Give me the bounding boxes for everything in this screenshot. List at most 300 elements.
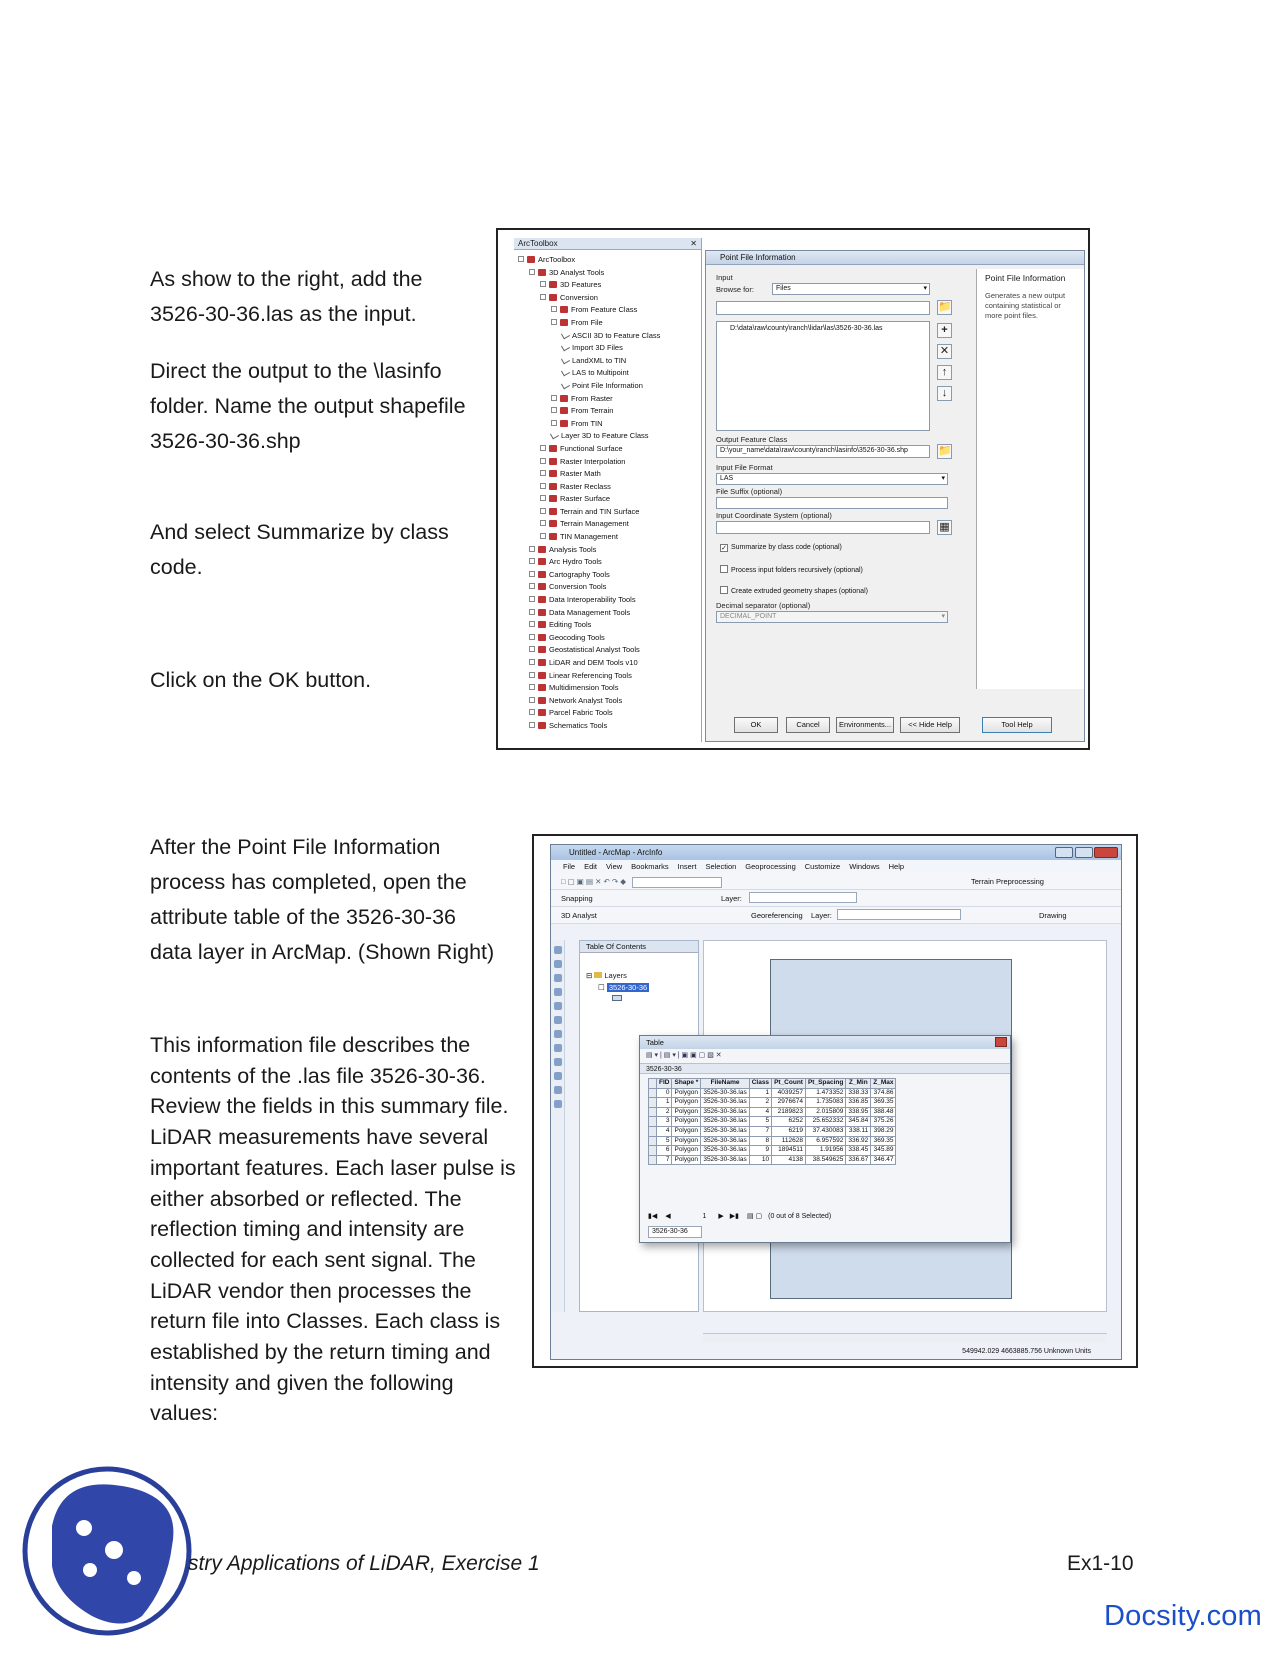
table-titlebar (640, 1036, 1010, 1049)
folder-icon (594, 972, 602, 978)
measure-icon[interactable] (554, 1086, 562, 1094)
decimal-select[interactable] (716, 611, 948, 623)
menu-item[interactable]: Help (888, 862, 905, 871)
tool-help-button[interactable]: Tool Help (982, 717, 1052, 733)
expand-icon[interactable] (529, 672, 535, 678)
scale-select[interactable] (632, 877, 722, 888)
table-tab[interactable]: 3526-30-36 (648, 1226, 702, 1238)
toolbox-item-label: Functional Surface (560, 443, 623, 453)
toolbox-item[interactable] (514, 405, 660, 418)
toolbox-item-label: Raster Reclass (560, 481, 611, 491)
summarize-checkbox[interactable] (720, 543, 842, 552)
toolbox-item[interactable] (514, 267, 660, 280)
table-cell[interactable]: Polygon (672, 1136, 701, 1146)
output-field[interactable]: D:\your_name\data\raw\county\ranch\lasinfo\3526-30-36.shp (716, 445, 930, 458)
toolbox-icon (560, 420, 568, 427)
snapping-menu[interactable]: Snapping (561, 894, 593, 903)
expand-icon[interactable] (529, 558, 535, 564)
toolbox-item[interactable] (514, 581, 660, 594)
show-selected-icon[interactable]: ▢ (755, 1213, 763, 1220)
table-row[interactable] (649, 1155, 896, 1165)
table-cell[interactable]: 345.84 (846, 1117, 871, 1127)
expand-icon[interactable] (540, 483, 546, 489)
row-selector[interactable] (649, 1136, 657, 1146)
table-cell[interactable]: 25.652332 (805, 1117, 845, 1127)
georeferencing-menu[interactable]: Georeferencing (751, 911, 803, 920)
expand-icon[interactable] (529, 609, 535, 615)
toolbox-item-label: Conversion (560, 292, 598, 302)
column-header[interactable]: Pt_Spacing (805, 1079, 845, 1089)
column-header[interactable]: FileName (701, 1079, 749, 1089)
table-cell[interactable]: 0 (657, 1088, 672, 1098)
table-cell[interactable]: 336.67 (846, 1155, 871, 1165)
toolbox-item-label: 3D Features (560, 280, 602, 290)
expand-icon[interactable] (529, 571, 535, 577)
table-cell[interactable]: 6219 (772, 1126, 806, 1136)
menu-item[interactable]: Edit (584, 862, 598, 871)
toolbox-item[interactable] (514, 279, 660, 292)
expand-icon[interactable] (540, 508, 546, 514)
expand-icon[interactable] (540, 520, 546, 526)
expand-icon[interactable] (540, 458, 546, 464)
analyst-toolbar (551, 907, 1121, 924)
table-cell[interactable]: 369.35 (871, 1098, 896, 1108)
instruction-open-table (150, 830, 500, 970)
arcmap-window (550, 844, 1122, 1360)
table-cell[interactable]: 5 (657, 1136, 672, 1146)
toolbox-item[interactable] (514, 430, 660, 443)
checkbox-icon[interactable] (720, 586, 728, 594)
table-cell[interactable]: 4 (749, 1107, 771, 1117)
toolbox-item-label: Cartography Tools (549, 569, 610, 579)
toolbox-icon (538, 697, 546, 704)
minimize-button[interactable] (1055, 847, 1073, 858)
table-row[interactable] (649, 1088, 896, 1098)
toc-layers-group[interactable]: ⊟ Layers (586, 971, 627, 980)
row-selector[interactable] (649, 1117, 657, 1127)
close-icon[interactable] (995, 1037, 1007, 1047)
toolbox-item[interactable] (514, 544, 660, 557)
table-cell[interactable]: 338.95 (846, 1107, 871, 1117)
expand-icon[interactable] (529, 709, 535, 715)
expand-icon[interactable] (551, 306, 557, 312)
table-cell[interactable]: 346.47 (871, 1155, 896, 1165)
table-cell[interactable]: 3526-30-36.las (701, 1098, 749, 1108)
move-up-icon[interactable]: ↑ (937, 365, 952, 380)
expand-icon[interactable] (551, 319, 557, 325)
drawing-menu[interactable]: Drawing (1039, 911, 1067, 920)
toolbox-item[interactable] (514, 506, 660, 519)
toolbox-item[interactable] (514, 695, 660, 708)
menu-item[interactable]: Windows (849, 862, 880, 871)
toolbox-item[interactable] (514, 632, 660, 645)
toolbox-item[interactable] (514, 418, 660, 431)
input-list[interactable] (716, 321, 930, 431)
toolbox-item-label: From File (571, 317, 603, 327)
row-selector[interactable] (649, 1155, 657, 1165)
table-cell[interactable]: 7 (749, 1126, 771, 1136)
add-icon[interactable]: + (937, 323, 952, 338)
toolbox-item-label: Editing Tools (549, 620, 592, 630)
table-options-icon[interactable]: ▤ ▾ | ▤ ▾ | ▣ ▣ ▢ ▧ ✕ (646, 1052, 722, 1059)
table-cell[interactable]: Polygon (672, 1126, 701, 1136)
fixed-zoom-icon[interactable] (554, 1002, 562, 1010)
expand-icon[interactable] (529, 646, 535, 652)
toolbox-item[interactable] (514, 355, 660, 368)
toolbox-item[interactable] (514, 456, 660, 469)
current-record[interactable]: 1 (702, 1213, 707, 1220)
toolbox-item[interactable] (514, 380, 660, 393)
record-navigator (648, 1212, 831, 1222)
browse-select[interactable] (772, 283, 930, 295)
table-cell[interactable]: 4039257 (772, 1088, 806, 1098)
table-cell[interactable]: 5 (749, 1117, 771, 1127)
expand-icon[interactable] (529, 269, 535, 275)
toolbox-item-label: Raster Surface (560, 494, 611, 504)
toolbox-item[interactable] (514, 556, 660, 569)
last-record-icon[interactable]: ▶▮ (729, 1213, 739, 1220)
table-cell[interactable]: 1.473352 (805, 1088, 845, 1098)
table-cell[interactable]: 38.549625 (805, 1155, 845, 1165)
table-cell[interactable]: 10 (749, 1155, 771, 1165)
expand-icon[interactable] (529, 546, 535, 552)
table-cell[interactable]: 338.45 (846, 1146, 871, 1156)
show-all-icon[interactable]: ▤ (746, 1213, 754, 1220)
table-cell[interactable]: 37.430083 (805, 1126, 845, 1136)
table-cell[interactable]: 8 (749, 1136, 771, 1146)
paragraph-text: Direct the output to the \lasinfo folder. Name the output shapefile 3526-30-36.shp (150, 359, 466, 453)
column-header[interactable]: Shape * (672, 1079, 701, 1089)
toolbox-item-label: Conversion Tools (549, 582, 607, 592)
column-header[interactable]: FID (657, 1079, 672, 1089)
footer-page-number: Ex1-10 (1067, 1552, 1134, 1575)
toolbar-icons[interactable]: □ ▢ ▣ ▤ ✕ ↶ ↷ ◆ (561, 877, 626, 886)
table-cell[interactable]: 6 (657, 1146, 672, 1156)
table-cell[interactable]: 3526-30-36.las (701, 1117, 749, 1127)
toolbox-icon (549, 281, 557, 288)
table-cell[interactable]: Polygon (672, 1098, 701, 1108)
table-cell[interactable]: 2.015809 (805, 1107, 845, 1117)
toolbox-item[interactable] (514, 292, 660, 305)
close-icon[interactable]: ✕ (690, 239, 697, 248)
toolbox-item[interactable] (514, 518, 660, 531)
expand-icon[interactable] (540, 495, 546, 501)
table-cell[interactable]: 6.957592 (805, 1136, 845, 1146)
horizontal-scrollbar[interactable] (703, 1333, 1107, 1343)
expand-icon[interactable] (529, 659, 535, 665)
row-selector[interactable] (649, 1146, 657, 1156)
row-selector[interactable] (649, 1088, 657, 1098)
toolbox-item-label: Data Management Tools (549, 607, 631, 617)
table-cell[interactable]: 3526-30-36.las (701, 1155, 749, 1165)
column-header[interactable]: Pt_Count (772, 1079, 806, 1089)
column-header[interactable]: Class (749, 1079, 771, 1089)
toolbox-item[interactable] (514, 304, 660, 317)
menu-item[interactable]: Selection (705, 862, 737, 871)
table-row[interactable] (649, 1107, 896, 1117)
toolbox-item[interactable] (514, 682, 660, 695)
georef-layer-select[interactable] (837, 909, 961, 920)
toolbox-item[interactable] (514, 330, 660, 343)
table-cell[interactable]: 2 (749, 1098, 771, 1108)
table-cell[interactable]: 1 (657, 1098, 672, 1108)
menu-item[interactable]: Geoprocessing (745, 862, 796, 871)
expand-icon[interactable] (540, 533, 546, 539)
toolbox-item[interactable] (514, 468, 660, 481)
help-title: Point File Information (985, 273, 1066, 283)
checkbox-checked-icon[interactable]: ✓ (721, 545, 727, 552)
browse-label: Browse for: (716, 285, 754, 294)
table-cell[interactable]: 3526-30-36.las (701, 1126, 749, 1136)
dialog-buttons (706, 717, 1084, 735)
table-toolbar (640, 1049, 1010, 1063)
instruction-add-input (150, 262, 480, 332)
full-extent-icon[interactable] (554, 988, 562, 996)
table-cell[interactable]: 369.35 (871, 1136, 896, 1146)
toolbox-item[interactable] (514, 720, 660, 733)
list-item[interactable]: D:\data\raw\county\ranch\lidar\las\3526-30-36.las (730, 325, 883, 332)
toolbox-item-label: LAS to Multipoint (572, 368, 629, 378)
column-header[interactable]: Z_Min (846, 1079, 871, 1089)
expand-icon[interactable] (529, 621, 535, 627)
toolbox-item-label: Network Analyst Tools (549, 695, 623, 705)
table-cell[interactable]: 345.89 (871, 1146, 896, 1156)
input-path-field[interactable] (716, 301, 930, 315)
toolbox-item-label: Geocoding Tools (549, 632, 605, 642)
figure-arcmap-attribute-table (532, 834, 1138, 1368)
find-icon[interactable] (554, 1072, 562, 1080)
table-cell[interactable]: Polygon (672, 1088, 701, 1098)
environments-button[interactable]: Environments... (836, 717, 894, 733)
table-cell[interactable]: 6252 (772, 1117, 806, 1127)
table-cell[interactable]: Polygon (672, 1146, 701, 1156)
point-file-information-dialog (705, 250, 1085, 742)
table-cell[interactable]: 9 (749, 1146, 771, 1156)
expand-icon[interactable] (551, 395, 557, 401)
expand-icon[interactable] (540, 281, 546, 287)
toolbox-item-label: From TIN (571, 418, 603, 428)
table-cell[interactable]: 3526-30-36.las (701, 1107, 749, 1117)
toolbox-icon (538, 269, 546, 276)
arctoolbox-title (514, 238, 701, 250)
open-folder-icon[interactable]: 📁 (938, 445, 952, 457)
table-cell[interactable]: 2189823 (772, 1107, 806, 1117)
selection-count: (0 out of 8 Selected) (768, 1213, 832, 1220)
table-row[interactable] (649, 1117, 896, 1127)
3d-analyst-menu[interactable]: 3D Analyst (561, 911, 597, 920)
browse-value: Files (776, 285, 791, 292)
toolbox-item[interactable] (514, 531, 660, 544)
zoom-in-icon[interactable] (554, 946, 562, 954)
table-cell[interactable]: 1 (749, 1088, 771, 1098)
table-cell[interactable]: 2976674 (772, 1098, 806, 1108)
toolbox-item-label: Import 3D Files (572, 343, 623, 353)
table-cell[interactable]: 336.92 (846, 1136, 871, 1146)
table-cell[interactable]: 1.91956 (805, 1146, 845, 1156)
table-cell[interactable]: Polygon (672, 1155, 701, 1165)
table-cell[interactable]: Polygon (672, 1107, 701, 1117)
table-row[interactable] (649, 1126, 896, 1136)
toolbox-item-label: From Feature Class (571, 305, 638, 315)
attribute-table-window (639, 1035, 1011, 1243)
checkbox-icon[interactable] (720, 565, 728, 573)
table-cell[interactable]: 7 (657, 1155, 672, 1165)
table-cell[interactable]: 374.86 (871, 1088, 896, 1098)
toolbox-item[interactable] (514, 342, 660, 355)
hide-help-button[interactable]: << Hide Help (900, 717, 960, 733)
help-panel (976, 269, 1084, 689)
coord-field[interactable] (716, 521, 930, 534)
row-selector[interactable] (649, 1098, 657, 1108)
first-record-icon[interactable]: ▮◀ (648, 1213, 658, 1220)
toolbox-icon (538, 583, 546, 590)
expand-icon[interactable] (529, 596, 535, 602)
expand-icon[interactable] (540, 445, 546, 451)
table-cell[interactable]: 336.85 (846, 1098, 871, 1108)
table-cell[interactable]: 1894511 (772, 1146, 806, 1156)
toolbox-item[interactable] (514, 594, 660, 607)
table-row[interactable] (649, 1146, 896, 1156)
toolbox-item[interactable] (514, 670, 660, 683)
toolbox-item[interactable] (514, 317, 660, 330)
toolbox-icon (538, 722, 546, 729)
expand-icon[interactable] (529, 634, 535, 640)
toolbox-item[interactable] (514, 644, 660, 657)
toc-layers-label: Layers (604, 971, 627, 980)
table-cell[interactable]: 3526-30-36.las (701, 1088, 749, 1098)
expand-icon[interactable] (540, 294, 546, 300)
toolbox-item[interactable] (514, 367, 660, 380)
table-cell[interactable]: 398.29 (871, 1126, 896, 1136)
layer-label: Layer: (721, 894, 742, 903)
cancel-button[interactable]: Cancel (786, 717, 830, 733)
expand-icon[interactable] (518, 256, 524, 262)
previous-record-icon[interactable]: ◀ (665, 1213, 671, 1220)
menu-item[interactable]: File (563, 862, 576, 871)
chevron-down-icon: ▾ (941, 475, 945, 482)
recursive-checkbox[interactable] (720, 565, 863, 575)
next-record-icon[interactable]: ▶ (718, 1213, 724, 1220)
paragraph-text: Click on the OK button. (150, 668, 372, 692)
toolbox-icon (538, 571, 546, 578)
table-cell[interactable]: 375.26 (871, 1117, 896, 1127)
toolbox-item[interactable] (514, 393, 660, 406)
maximize-button[interactable] (1075, 847, 1093, 858)
move-down-icon[interactable]: ↓ (937, 386, 952, 401)
suffix-label: File Suffix (optional) (716, 487, 783, 496)
checkbox-label: Process input folders recursively (optional) (731, 567, 863, 574)
table-cell[interactable]: 3526-30-36.las (701, 1136, 749, 1146)
toolbox-icon (560, 306, 568, 313)
table-cell[interactable]: 4138 (772, 1155, 806, 1165)
toolbox-item[interactable] (514, 254, 660, 267)
table-cell[interactable]: 4 (657, 1126, 672, 1136)
expand-icon[interactable] (551, 420, 557, 426)
expand-icon[interactable] (529, 583, 535, 589)
table-cell[interactable]: 338.33 (846, 1088, 871, 1098)
row-selector[interactable] (649, 1126, 657, 1136)
column-header[interactable]: Z_Max (871, 1079, 896, 1089)
select-icon[interactable] (554, 1044, 562, 1052)
help-text: Generates a new output containing statistical or more point files. (985, 291, 1066, 320)
toolbox-item[interactable] (514, 657, 660, 670)
checkbox-label: Create extruded geometry shapes (optional) (731, 588, 868, 595)
toolbox-item[interactable] (514, 443, 660, 456)
table-cell[interactable]: 388.48 (871, 1107, 896, 1117)
expand-icon[interactable] (529, 722, 535, 728)
toolbox-item[interactable] (514, 619, 660, 632)
open-folder-icon[interactable]: 📁 (938, 301, 952, 313)
toolbox-item-label: Terrain and TIN Surface (560, 506, 640, 516)
terrain-toolbar[interactable]: Terrain Preprocessing (971, 877, 1044, 886)
expand-icon[interactable] (529, 697, 535, 703)
remove-icon[interactable]: ✕ (937, 344, 952, 359)
toolbox-item-label: From Raster (571, 393, 613, 403)
expand-icon[interactable] (551, 407, 557, 413)
table-row[interactable] (649, 1136, 896, 1146)
expand-icon[interactable] (529, 684, 535, 690)
format-select[interactable] (716, 473, 948, 485)
tool-icon (550, 431, 559, 440)
suffix-field[interactable] (716, 497, 948, 509)
toolbox-tree (514, 254, 660, 733)
table-cell[interactable]: 3 (657, 1117, 672, 1127)
forward-icon[interactable] (554, 1030, 562, 1038)
arcmap-titlebar (551, 845, 1121, 860)
toolbox-item[interactable] (514, 493, 660, 506)
toolbox-icon (538, 634, 546, 641)
table-cell[interactable]: Polygon (672, 1117, 701, 1127)
identify-icon[interactable] (554, 1058, 562, 1066)
back-icon[interactable] (554, 1016, 562, 1024)
zoom-out-icon[interactable] (554, 960, 562, 968)
pan-icon[interactable] (554, 974, 562, 982)
row-selector[interactable] (649, 1107, 657, 1117)
menu-item[interactable]: Insert (677, 862, 697, 871)
toolbox-item-label: 3D Analyst Tools (549, 267, 605, 277)
toc-layer-item[interactable]: ☐ 3526-30-36 (598, 983, 648, 992)
hyperlink-icon[interactable] (554, 1100, 562, 1108)
toc-title: Table Of Contents (580, 941, 698, 953)
table-cell[interactable]: 1.735083 (805, 1098, 845, 1108)
toolbox-item[interactable] (514, 707, 660, 720)
table-cell[interactable]: 2 (657, 1107, 672, 1117)
toolbox-item-label: Layer 3D to Feature Class (561, 431, 649, 441)
docsity-brand[interactable]: Docsity.com (1104, 1600, 1262, 1632)
row-selector-header (649, 1079, 657, 1089)
toolbox-icon (538, 646, 546, 653)
menu-item[interactable]: View (606, 862, 623, 871)
chevron-down-icon: ▾ (923, 285, 927, 292)
menu-item[interactable]: Customize (804, 862, 841, 871)
menu-item[interactable]: Bookmarks (631, 862, 669, 871)
toc-layer-label[interactable]: 3526-30-36 (608, 983, 648, 992)
toolbox-item[interactable] (514, 481, 660, 494)
toolbox-icon (538, 672, 546, 679)
ok-button[interactable]: OK (734, 717, 778, 733)
layer-select[interactable] (749, 892, 857, 903)
toolbox-item[interactable] (514, 607, 660, 620)
toolbox-item[interactable] (514, 569, 660, 582)
expand-icon[interactable] (540, 470, 546, 476)
table-row[interactable] (649, 1098, 896, 1108)
table-cell[interactable]: 112628 (772, 1136, 806, 1146)
spatial-reference-icon[interactable]: ▦ (937, 520, 952, 535)
close-button[interactable] (1094, 847, 1118, 858)
table-cell[interactable]: 3526-30-36.las (701, 1146, 749, 1156)
table-cell[interactable]: 338.11 (846, 1126, 871, 1136)
extruded-checkbox[interactable] (720, 586, 868, 596)
